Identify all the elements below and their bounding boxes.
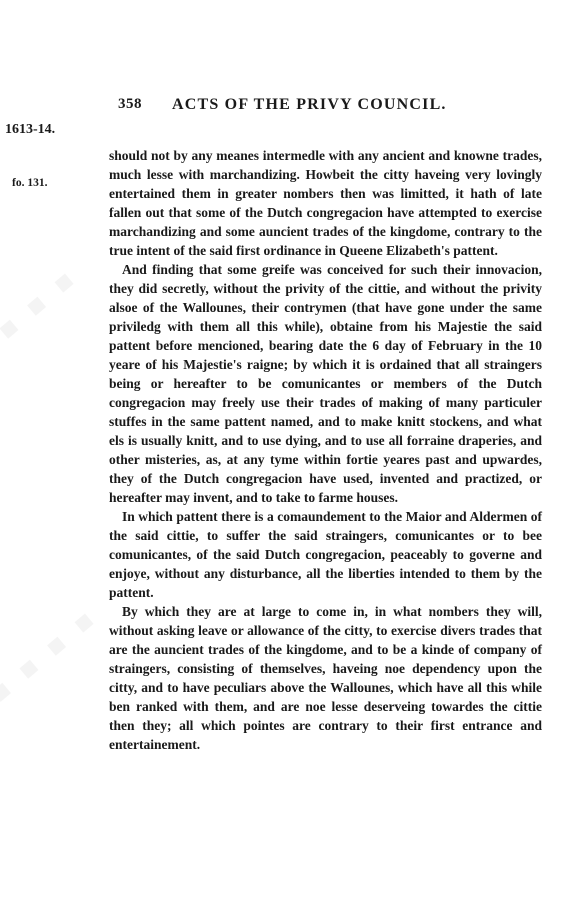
page-header bbox=[0, 96, 567, 120]
body-text bbox=[109, 146, 542, 754]
page-number: 358 bbox=[118, 96, 142, 112]
margin-year: 1613-14. bbox=[5, 122, 56, 137]
running-title: ACTS OF THE PRIVY COUNCIL. bbox=[172, 96, 447, 113]
watermark bbox=[0, 602, 106, 710]
margin-folio: fo. 131. bbox=[12, 177, 48, 189]
paragraph: By which they are at large to come in, in what nombers they will, without asking leave or allowance of the citty, to exercise divers trades that are the auncient trades of the kingdome, and to be a kinde of company of straingers, consisting of themselves, haveing noe dependency upon the citty, and to have peculiars above the Wallounes, which have all this while ben ranked with them, and are noe lesse deserveing towardes the cittie then they; all which pointes are contrary to their first entrance and entertainement. bbox=[109, 604, 542, 752]
paragraph: And finding that some greife was conceived for such their innovacion, they did secretly, without the privity of the cittie, and without the privity alsoe of the Wallounes, their contrymen (that have gone under the same priviledg with them all this while), obtaine from his Majestie the said pattent before mencioned, bearing date the 6 day of February in the 10 yeare of his Majestie's raigne; by which it is ordained that all straingers being or hereafter to be comunicantes or members of the Dutch congregacion may freely use their trades of making of many particuler stuffes in the same pattent named, and to make knitt stockens, and what els is usually knitt, and to use dying, and to use all forraine draperies, and other misteries, as, at any tyme within fortie yeares past and upwardes, they of the Dutch congregacion have used, invented and practized, or hereafter may invent, and to take to farme houses. bbox=[109, 262, 542, 505]
watermark bbox=[0, 262, 86, 370]
paragraph: In which pattent there is a comaundement to the Maior and Aldermen of the said cittie, to suffer the said straingers, comunicantes or to bee comunicantes, of the said Dutch congregacion, peaceably to governe and enjoye, without any disturbance, all the liberties intended to them by the pattent. bbox=[109, 509, 542, 600]
paragraph: should not by any meanes intermedle with any ancient and knowne trades, much lesse with marchandizing. Howbeit the citty haveing very lovingly entertained them in greater nombers then was limitted, it hath of late fallen out that some of the Dutch congregacion have attempted to exercise marchandizing and some auncient trades of the kingdome, contrary to the true intent of the said first ordinance in Queene Elizabeth's pattent. bbox=[109, 148, 542, 258]
